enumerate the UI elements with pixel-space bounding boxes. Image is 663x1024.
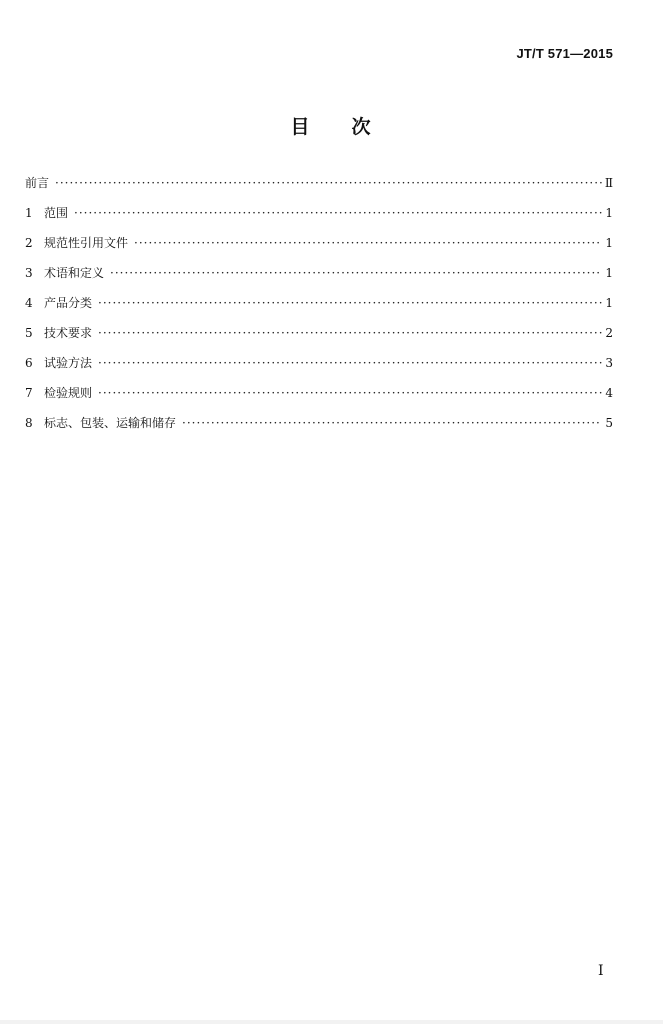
toc-entry-label: 标志、包装、运输和储存: [44, 416, 177, 430]
toc-entry-page: 4: [605, 386, 613, 400]
toc-entry-number: 7: [25, 386, 33, 400]
toc-leader-dots: [110, 266, 602, 280]
page-number: I: [598, 963, 604, 979]
toc-entry-page: 5: [605, 416, 613, 430]
toc-entry-label: 规范性引用文件: [44, 236, 129, 250]
toc-leader-dots: [98, 296, 602, 310]
toc-entry-label: 范围: [44, 206, 69, 220]
toc-leader-dots: [182, 416, 602, 430]
toc-entry-product-classification[interactable]: [25, 294, 613, 324]
toc-entry-number: 1: [25, 206, 33, 220]
toc-entry-normative-references[interactable]: [25, 234, 613, 264]
toc-entry-inspection-rules[interactable]: [25, 384, 613, 414]
toc-entry-marking-packaging[interactable]: [25, 414, 613, 444]
toc-title-part1: 目: [290, 116, 312, 138]
toc-entry-label: 产品分类: [44, 296, 93, 310]
toc-entry-foreword[interactable]: [25, 174, 613, 204]
toc-list: [25, 174, 613, 444]
toc-entry-page: 1: [605, 296, 613, 310]
toc-entry-number: 3: [25, 266, 33, 280]
toc-entry-label: 试验方法: [44, 356, 93, 370]
toc-entry-number: 4: [25, 296, 33, 310]
toc-entry-page: 1: [605, 206, 613, 220]
toc-entry-number: 2: [25, 236, 33, 250]
toc-title-part2: 次: [351, 116, 373, 138]
toc-leader-dots: [134, 236, 602, 250]
toc-entry-terms-definitions[interactable]: [25, 264, 613, 294]
toc-leader-dots: [98, 356, 602, 370]
page-bottom-edge: [0, 1020, 663, 1024]
toc-entry-number: 6: [25, 356, 33, 370]
toc-entry-technical-requirements[interactable]: [25, 324, 613, 354]
standard-code: JT/T 571—2015: [516, 46, 613, 61]
toc-entry-number: 5: [25, 326, 33, 340]
toc-entry-number: 8: [25, 416, 33, 430]
toc-entry-page: 2: [605, 326, 613, 340]
toc-entry-scope[interactable]: [25, 204, 613, 234]
toc-entry-test-methods[interactable]: [25, 354, 613, 384]
toc-leader-dots: [55, 176, 602, 190]
toc-entry-page: Ⅱ: [604, 176, 613, 190]
toc-entry-label: 术语和定义: [44, 266, 105, 280]
toc-entry-label: 技术要求: [44, 326, 93, 340]
toc-entry-label: 检验规则: [44, 386, 93, 400]
toc-leader-dots: [98, 386, 602, 400]
toc-entry-page: 1: [605, 236, 613, 250]
toc-leader-dots: [74, 206, 602, 220]
toc-entry-page: 1: [605, 266, 613, 280]
toc-title: [0, 112, 663, 139]
toc-leader-dots: [98, 326, 602, 340]
toc-entry-label: 前言: [25, 176, 50, 190]
toc-entry-page: 3: [605, 356, 613, 370]
